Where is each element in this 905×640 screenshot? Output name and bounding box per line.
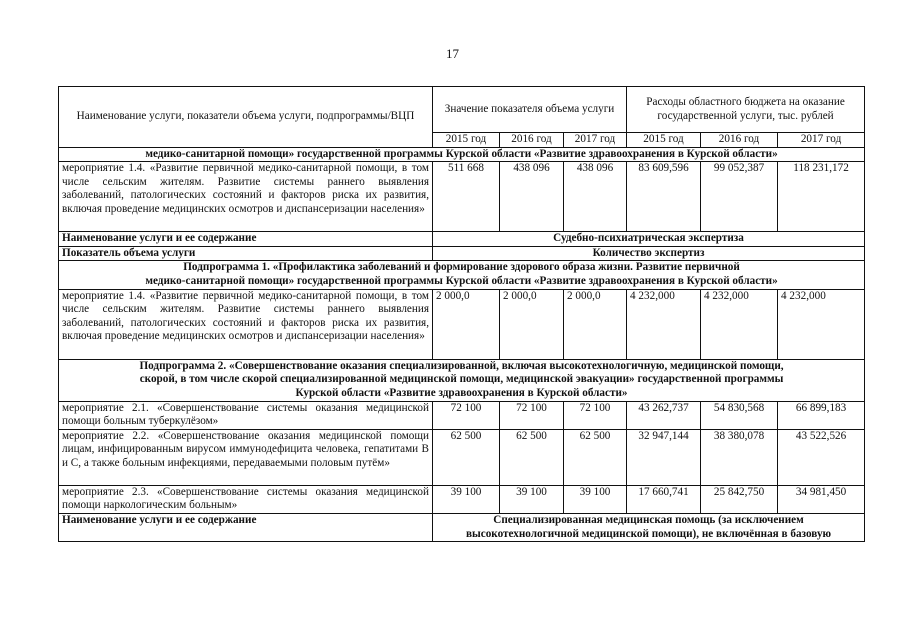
volume-indicator-value: Количество экспертиз <box>433 246 865 261</box>
value-cell: 25 842,750 <box>701 485 778 513</box>
table-row <box>59 359 865 401</box>
table-row <box>59 429 865 485</box>
value-cell: 4 232,000 <box>701 289 778 359</box>
value-cell: 2 000,0 <box>564 289 627 359</box>
year-header: 2017 год <box>564 133 627 148</box>
service-name-value: Судебно-психиатрическая экспертиза <box>433 232 865 247</box>
value-cell: 72 100 <box>564 401 627 429</box>
table-row <box>59 147 865 162</box>
table-row <box>59 289 865 359</box>
year-header: 2016 год <box>701 133 778 148</box>
value-cell: 511 668 <box>433 162 500 232</box>
value-cell: 43 522,526 <box>778 429 865 485</box>
value-cell: 62 500 <box>500 429 564 485</box>
subprogram-2-heading <box>59 359 865 401</box>
value-cell: 118 231,172 <box>778 162 865 232</box>
subprogram-2-heading-line: Подпрограмма 2. «Совершенствование оказания специализированной, включая высокотехнологичную, медицинской помощи, <box>139 359 784 372</box>
header-name-column: Наименование услуги, показатели объема услуги, подпрограммы/ВЦП <box>59 87 433 148</box>
value-cell: 39 100 <box>500 485 564 513</box>
subprogram-1-heading-line: медико-санитарной помощи» государственной программы Курской области «Развитие здравоохранения в Курской области» <box>145 274 778 287</box>
header-expenses-column: Расходы областного бюджета на оказание государственной услуги, тыс. рублей <box>627 87 865 133</box>
budget-table <box>58 86 865 542</box>
table-row <box>59 162 865 232</box>
measure-2-3-text: мероприятие 2.3. «Совершенствование системы оказания медицинской помощи наркологическим больным» <box>59 485 433 513</box>
value-cell: 62 500 <box>433 429 500 485</box>
table-row <box>59 246 865 261</box>
value-cell: 438 096 <box>564 162 627 232</box>
value-cell: 438 096 <box>500 162 564 232</box>
subprogram-2-heading-line: Курской области «Развитие здравоохранения в Курской области» <box>295 386 628 399</box>
year-header: 2015 год <box>627 133 701 148</box>
value-cell: 83 609,596 <box>627 162 701 232</box>
service-name-value-line: высокотехнологичной медицинской помощи), не включённая в базовую <box>465 527 832 540</box>
value-cell: 66 899,183 <box>778 401 865 429</box>
table-row <box>59 261 865 289</box>
value-cell: 17 660,741 <box>627 485 701 513</box>
value-cell: 39 100 <box>564 485 627 513</box>
header-indicator-column: Значение показателя объема услуги <box>433 87 627 133</box>
table-row <box>59 513 865 541</box>
table-row <box>59 232 865 247</box>
year-header: 2017 год <box>778 133 865 148</box>
value-cell: 34 981,450 <box>778 485 865 513</box>
measure-1-4-text: мероприятие 1.4. «Развитие первичной медико-санитарной помощи, в том числе сельским жителям. Развитие системы раннего выявления заболеваний, патологических состояний и факторов риска их развития, включая проведение медицинских осмотров и диспансеризации населения» <box>59 162 433 232</box>
value-cell: 4 232,000 <box>778 289 865 359</box>
value-cell: 2 000,0 <box>500 289 564 359</box>
measure-2-1-text: мероприятие 2.1. «Совершенствование системы оказания медицинской помощи больным туберкулёзом» <box>59 401 433 429</box>
value-cell: 38 380,078 <box>701 429 778 485</box>
value-cell: 32 947,144 <box>627 429 701 485</box>
subprogram-heading-continued: медико-санитарной помощи» государственной программы Курской области «Развитие здравоохранения в Курской области» <box>59 147 865 162</box>
value-cell: 43 262,737 <box>627 401 701 429</box>
measure-2-2-text: мероприятие 2.2. «Совершенствование оказания медицинской помощи лицам, инфицированным вирусом иммунодефицита человека, гепатитами В и С, а также больным инфекциями, передаваемыми половым путём» <box>59 429 433 485</box>
value-cell: 99 052,387 <box>701 162 778 232</box>
value-cell: 72 100 <box>433 401 500 429</box>
value-cell: 54 830,568 <box>701 401 778 429</box>
subprogram-1-heading <box>59 261 865 289</box>
value-cell: 39 100 <box>433 485 500 513</box>
table-row <box>59 401 865 429</box>
table-row <box>59 485 865 513</box>
subprogram-2-heading-line: скорой, в том числе скорой специализированной медицинской помощи, медицинской эвакуации» государственной программы <box>139 373 784 386</box>
service-name-label: Наименование услуги и ее содержание <box>59 513 433 541</box>
measure-1-4-text: мероприятие 1.4. «Развитие первичной медико-санитарной помощи, в том числе сельским жителям. Развитие системы раннего выявления заболеваний, патологических состояний и факторов риска их развития, включая проведение медицинских осмотров и диспансеризации населения» <box>59 289 433 359</box>
service-name-value-line: Специализированная медицинская помощь (за исключением <box>493 513 804 526</box>
subprogram-1-heading-line: Подпрограмма 1. «Профилактика заболеваний и формирование здорового образа жизни. Развитие первичной <box>183 261 740 274</box>
page-number: 17 <box>446 46 459 61</box>
service-name-label: Наименование услуги и ее содержание <box>59 232 433 247</box>
value-cell: 62 500 <box>564 429 627 485</box>
value-cell: 72 100 <box>500 401 564 429</box>
year-header: 2016 год <box>500 133 564 148</box>
value-cell: 2 000,0 <box>433 289 500 359</box>
table-header-row <box>59 87 865 133</box>
year-header: 2015 год <box>433 133 500 148</box>
value-cell: 4 232,000 <box>627 289 701 359</box>
volume-indicator-label: Показатель объема услуги <box>59 246 433 261</box>
service-name-value <box>433 513 865 541</box>
